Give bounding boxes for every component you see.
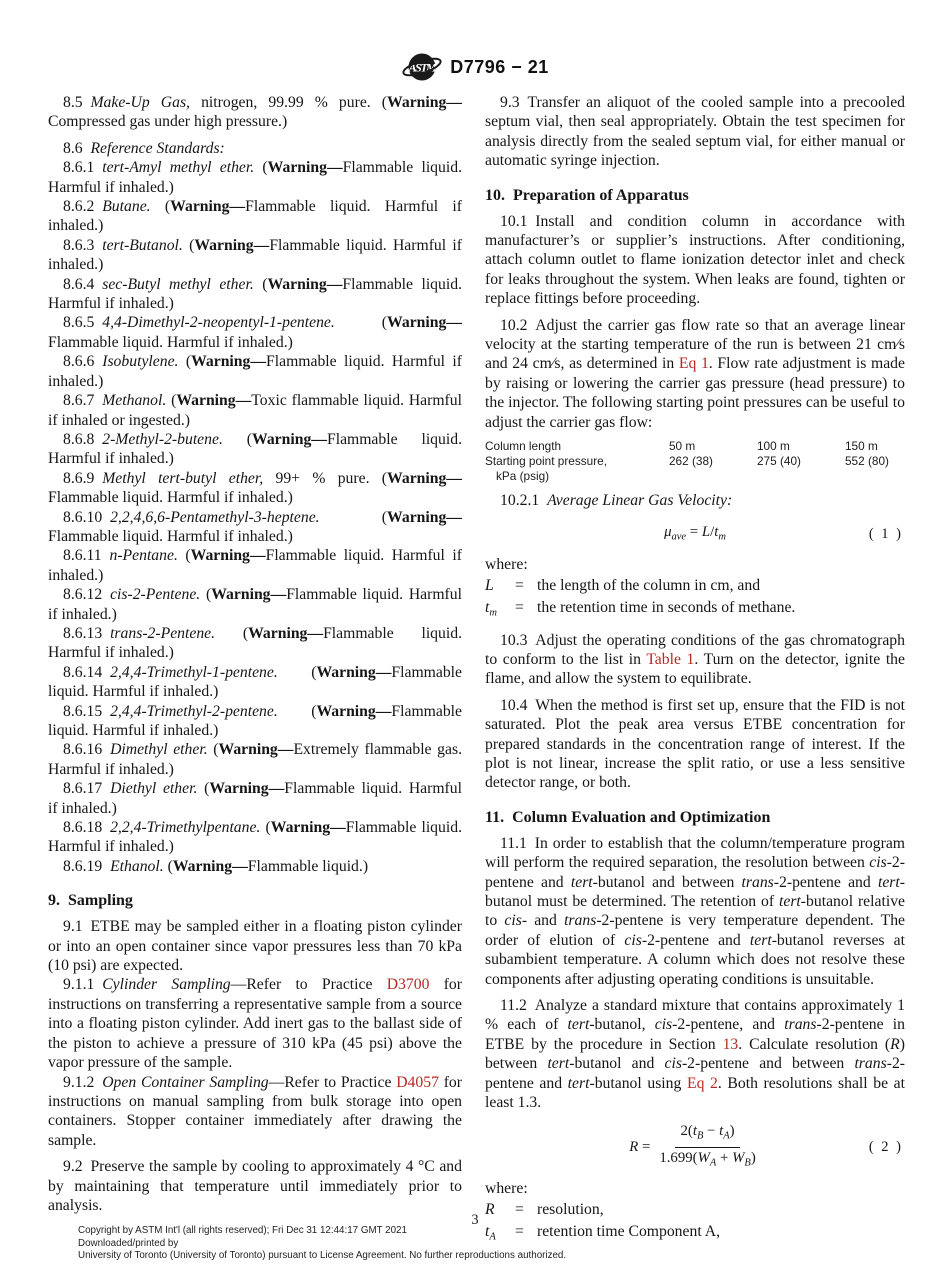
equation-1 bbox=[485, 522, 905, 548]
copyright-line: University of Toronto (University of Toronto) pursuant to License Agreement. No further reproductions authorized. bbox=[78, 1250, 567, 1262]
equation-number: ( 2 ) bbox=[868, 1139, 903, 1156]
ref-link[interactable]: D3700 bbox=[386, 976, 430, 994]
fraction-denominator: $1.699(W_A + W_B)$ bbox=[659, 1149, 756, 1169]
copyright-footer bbox=[78, 1225, 890, 1263]
equals-sign: = bbox=[515, 1223, 524, 1241]
table-cell: 275 (40) bbox=[757, 454, 801, 469]
paragraph: 11.1 In order to establish that the column/temperature program will perform the required separation, the resolution between cis-2-pentene and tert-butanol and between trans-2-pentene and tert-butanol must be determined. The retention of tert-butanol relative to cis- and trans-2-pentene is very temperature dependent. The order of elution of cis-2-pentene and tert-butanol reverses at subambient temperature. A column which does not resolve these components after adjusting operating conditions is unsuitable. bbox=[485, 834, 906, 988]
paragraph: 8.5 Make-Up Gas, nitrogen, 99.99 % pure. (Warning—Compressed gas under high pressure.) bbox=[48, 94, 462, 131]
paragraph: 8.6.2 Butane. (Warning—Flammable liquid. Harmful if inhaled.) bbox=[48, 198, 462, 235]
where-list bbox=[485, 554, 905, 624]
paragraph: 8.6.17 Diethyl ether. (Warning—Flammable liquid. Harmful if inhaled.) bbox=[48, 780, 462, 817]
paragraph: 9.1 ETBE may be sampled either in a floating piston cylinder or into an open container since vapor pressures less than 70 kPa (10 psi) are expected. bbox=[48, 918, 462, 975]
pressure-table bbox=[485, 439, 905, 484]
equals-sign: = bbox=[515, 577, 524, 594]
equation-lhs: R = bbox=[629, 1139, 651, 1156]
paragraph: 8.6.8 2-Methyl-2-butene. (Warning—Flammable liquid. Harmful if inhaled.) bbox=[48, 430, 462, 468]
section-heading: 9. Sampling bbox=[48, 892, 133, 910]
definition-text: retention time Component A, bbox=[537, 1223, 720, 1241]
paragraph: 8.6 Reference Standards: bbox=[63, 139, 225, 157]
ref-link[interactable]: Table 1 bbox=[646, 650, 695, 668]
fraction-numerator: $2(t_B - t_A)$ bbox=[675, 1123, 739, 1148]
equation-2 bbox=[485, 1123, 905, 1171]
left-column bbox=[48, 93, 462, 1248]
paragraph: 8.6.6 Isobutylene. (Warning—Flammable liquid. Harmful if inhaled.) bbox=[48, 353, 462, 390]
equation-number: ( 1 ) bbox=[868, 526, 903, 543]
ref-link[interactable]: 13 bbox=[722, 1035, 739, 1053]
where-label: where: bbox=[485, 556, 528, 573]
paragraph: 8.6.13 trans-2-Pentene. (Warning—Flammable liquid. Harmful if inhaled.) bbox=[48, 624, 462, 662]
table-row-label: Column length bbox=[485, 439, 562, 454]
section-heading: 10. Preparation of Apparatus bbox=[485, 186, 689, 204]
page-header bbox=[0, 48, 950, 86]
copyright-line: Copyright by ASTM Int'l (all rights reserved); Fri Dec 31 12:44:17 GMT 2021 bbox=[78, 1225, 407, 1237]
paragraph: 8.6.5 4,4-Dimethyl-2-neopentyl-1-pentene. (Warning—Flammable liquid. Harmful if inhaled.) bbox=[48, 314, 462, 351]
astm-logo-icon bbox=[401, 48, 443, 86]
paragraph: 11.2 Analyze a standard mixture that contains approximately 1 % each of tert-butanol, cis-2-pentene, and trans-2-pentene in ETBE by the procedure in Section 13. Calculate resolution (R) between tert-butanol and cis-2-pentene and between trans-2-pentene and tert-butanol using Eq 2. Both resolutions shall be at least 1.3. bbox=[485, 997, 906, 1112]
paragraph: 10.2.1 Average Linear Gas Velocity: bbox=[500, 492, 733, 510]
definition-symbol: $t_A$ bbox=[485, 1223, 496, 1243]
paragraph: 8.6.3 tert-Butanol. (Warning—Flammable liquid. Harmful if inhaled.) bbox=[48, 236, 462, 274]
equals-sign: = bbox=[515, 599, 524, 616]
table-cell: 262 (38) bbox=[669, 454, 713, 469]
equation-body: $\mu_{ave} = L/t_m$ bbox=[664, 523, 726, 542]
paragraph: 8.6.4 sec-Butyl methyl ether. (Warning—Flammable liquid. Harmful if inhaled.) bbox=[48, 275, 462, 313]
definition-grid bbox=[485, 575, 905, 624]
paragraph: 10.2 Adjust the carrier gas flow rate so that an average linear velocity at the starting temperature of the run is between 21 cm⁄s and 24 cm⁄s, as determined in Eq 1. Flow rate adjustment is made by raising or lowering the carrier gas pressure (head pressure) to the injector. The following starting point pressures can be useful to adjust the carrier gas flow: bbox=[485, 316, 905, 431]
definition-symbol: L bbox=[485, 577, 494, 594]
document-number: D7796 − 21 bbox=[450, 56, 549, 77]
paragraph: 8.6.18 2,2,4-Trimethylpentane. (Warning—Flammable liquid. Harmful if inhaled.) bbox=[48, 819, 462, 856]
paragraph: 10.1 Install and condition column in accordance with manufacturer’s or supplier’s instructions. After conditioning, attach column outlet to flame ionization detector inlet and check for leaks throughout the system. When leaks are found, tighten or replace fittings before proceeding. bbox=[485, 212, 905, 308]
equation-fraction bbox=[654, 1123, 760, 1171]
table-cell: 100 m bbox=[757, 439, 790, 454]
where-label: where: bbox=[485, 1180, 528, 1198]
svg-text:ASTM: ASTM bbox=[408, 60, 436, 75]
paragraph: 8.6.12 cis-2-Pentene. (Warning—Flammable liquid. Harmful if inhaled.) bbox=[48, 586, 462, 623]
paragraph: 9.2 Preserve the sample by cooling to approximately 4 °C and by maintaining that temperature until immediately prior to analysis. bbox=[48, 1158, 462, 1214]
copyright-line: Downloaded/printed by bbox=[78, 1237, 179, 1249]
paragraph: 9.3 Transfer an aliquot of the cooled sample into a precooled septum vial, then seal appropriately. Obtain the test specimen for analysis directly from the sealed septum vial, for either manual or automatic syringe injection. bbox=[485, 94, 905, 170]
table-row-label: kPa (psig) bbox=[496, 469, 550, 484]
definition-text: resolution, bbox=[537, 1201, 604, 1219]
paragraph: 8.6.19 Ethanol. (Warning—Flammable liquid.) bbox=[63, 857, 369, 875]
table-row-label: Starting point pressure, kPa (psig) bbox=[485, 454, 657, 484]
paragraph: 8.6.10 2,2,4,6,6-Pentamethyl-3-heptene. (Warning—Flammable liquid. Harmful if inhaled.) bbox=[48, 508, 462, 545]
paragraph: 8.6.9 Methyl tert-butyl ether, 99+ % pure. (Warning—Flammable liquid. Harmful if inhaled.) bbox=[48, 469, 462, 507]
document-body bbox=[48, 93, 905, 1248]
paragraph: 8.6.7 Methanol. (Warning—Toxic flammable liquid. Harmful if inhaled or ingested.) bbox=[48, 392, 462, 429]
paragraph: 10.3 Adjust the operating conditions of the gas chromatograph to conform to the list in Table 1. Turn on the detector, ignite the flame, and allow the system to equilibrate. bbox=[485, 631, 905, 688]
definition-text: the retention time in seconds of methane. bbox=[537, 599, 796, 616]
definition-text: the length of the column in cm, and bbox=[537, 577, 761, 594]
table-cell: 552 (80) bbox=[845, 454, 889, 469]
table-cell: 150 m bbox=[845, 439, 878, 454]
ref-link[interactable]: Eq 1 bbox=[678, 355, 709, 373]
equals-sign: = bbox=[515, 1201, 524, 1219]
definition-symbol: $t_m$ bbox=[485, 599, 497, 619]
table-row bbox=[485, 439, 905, 454]
ref-link[interactable]: D4057 bbox=[396, 1073, 439, 1091]
definition-symbol: R bbox=[485, 1201, 495, 1219]
table-row bbox=[485, 454, 905, 484]
table-cell: 50 m bbox=[669, 439, 696, 454]
page-number: 3 bbox=[471, 1212, 479, 1228]
paragraph: 8.6.1 tert-Amyl methyl ether. (Warning—Flammable liquid. Harmful if inhaled.) bbox=[48, 159, 462, 196]
paragraph: 9.1.2 Open Container Sampling—Refer to Practice D4057 for instructions on manual sampling from bulk storage into open containers. Stopper container immediately after drawing the sample. bbox=[48, 1073, 463, 1149]
paragraph: 8.6.11 n-Pentane. (Warning—Flammable liquid. Harmful if inhaled.) bbox=[48, 547, 462, 584]
paragraph: 8.6.16 Dimethyl ether. (Warning—Extremely flammable gas. Harmful if inhaled.) bbox=[48, 741, 462, 778]
paragraph: 8.6.15 2,4,4-Trimethyl-2-pentene. (Warning—Flammable liquid. Harmful if inhaled.) bbox=[48, 702, 462, 739]
right-column bbox=[485, 93, 905, 1248]
paragraph: 8.6.14 2,4,4-Trimethyl-1-pentene. (Warning—Flammable liquid. Harmful if inhaled.) bbox=[48, 663, 462, 701]
ref-link[interactable]: Eq 2 bbox=[686, 1074, 718, 1092]
section-heading: 11. Column Evaluation and Optimization bbox=[485, 808, 771, 826]
paragraph: 9.1.1 Cylinder Sampling—Refer to Practice D3700 for instructions on transferring a representative sample from a source into a floating piston cylinder. Add inert gas to the ballast side of the piston to achieve a pressure of 310 kPa (45 psi) above the vapor pressure of the sample. bbox=[48, 976, 462, 1072]
paragraph: 10.4 When the method is first set up, ensure that the FID is not saturated. Plot the peak area versus ETBE concentration for prepared standards in the concentration range of interest. If the plot is not linear, increase the split ratio, or use a less sensitive detector range, or both. bbox=[485, 696, 905, 792]
